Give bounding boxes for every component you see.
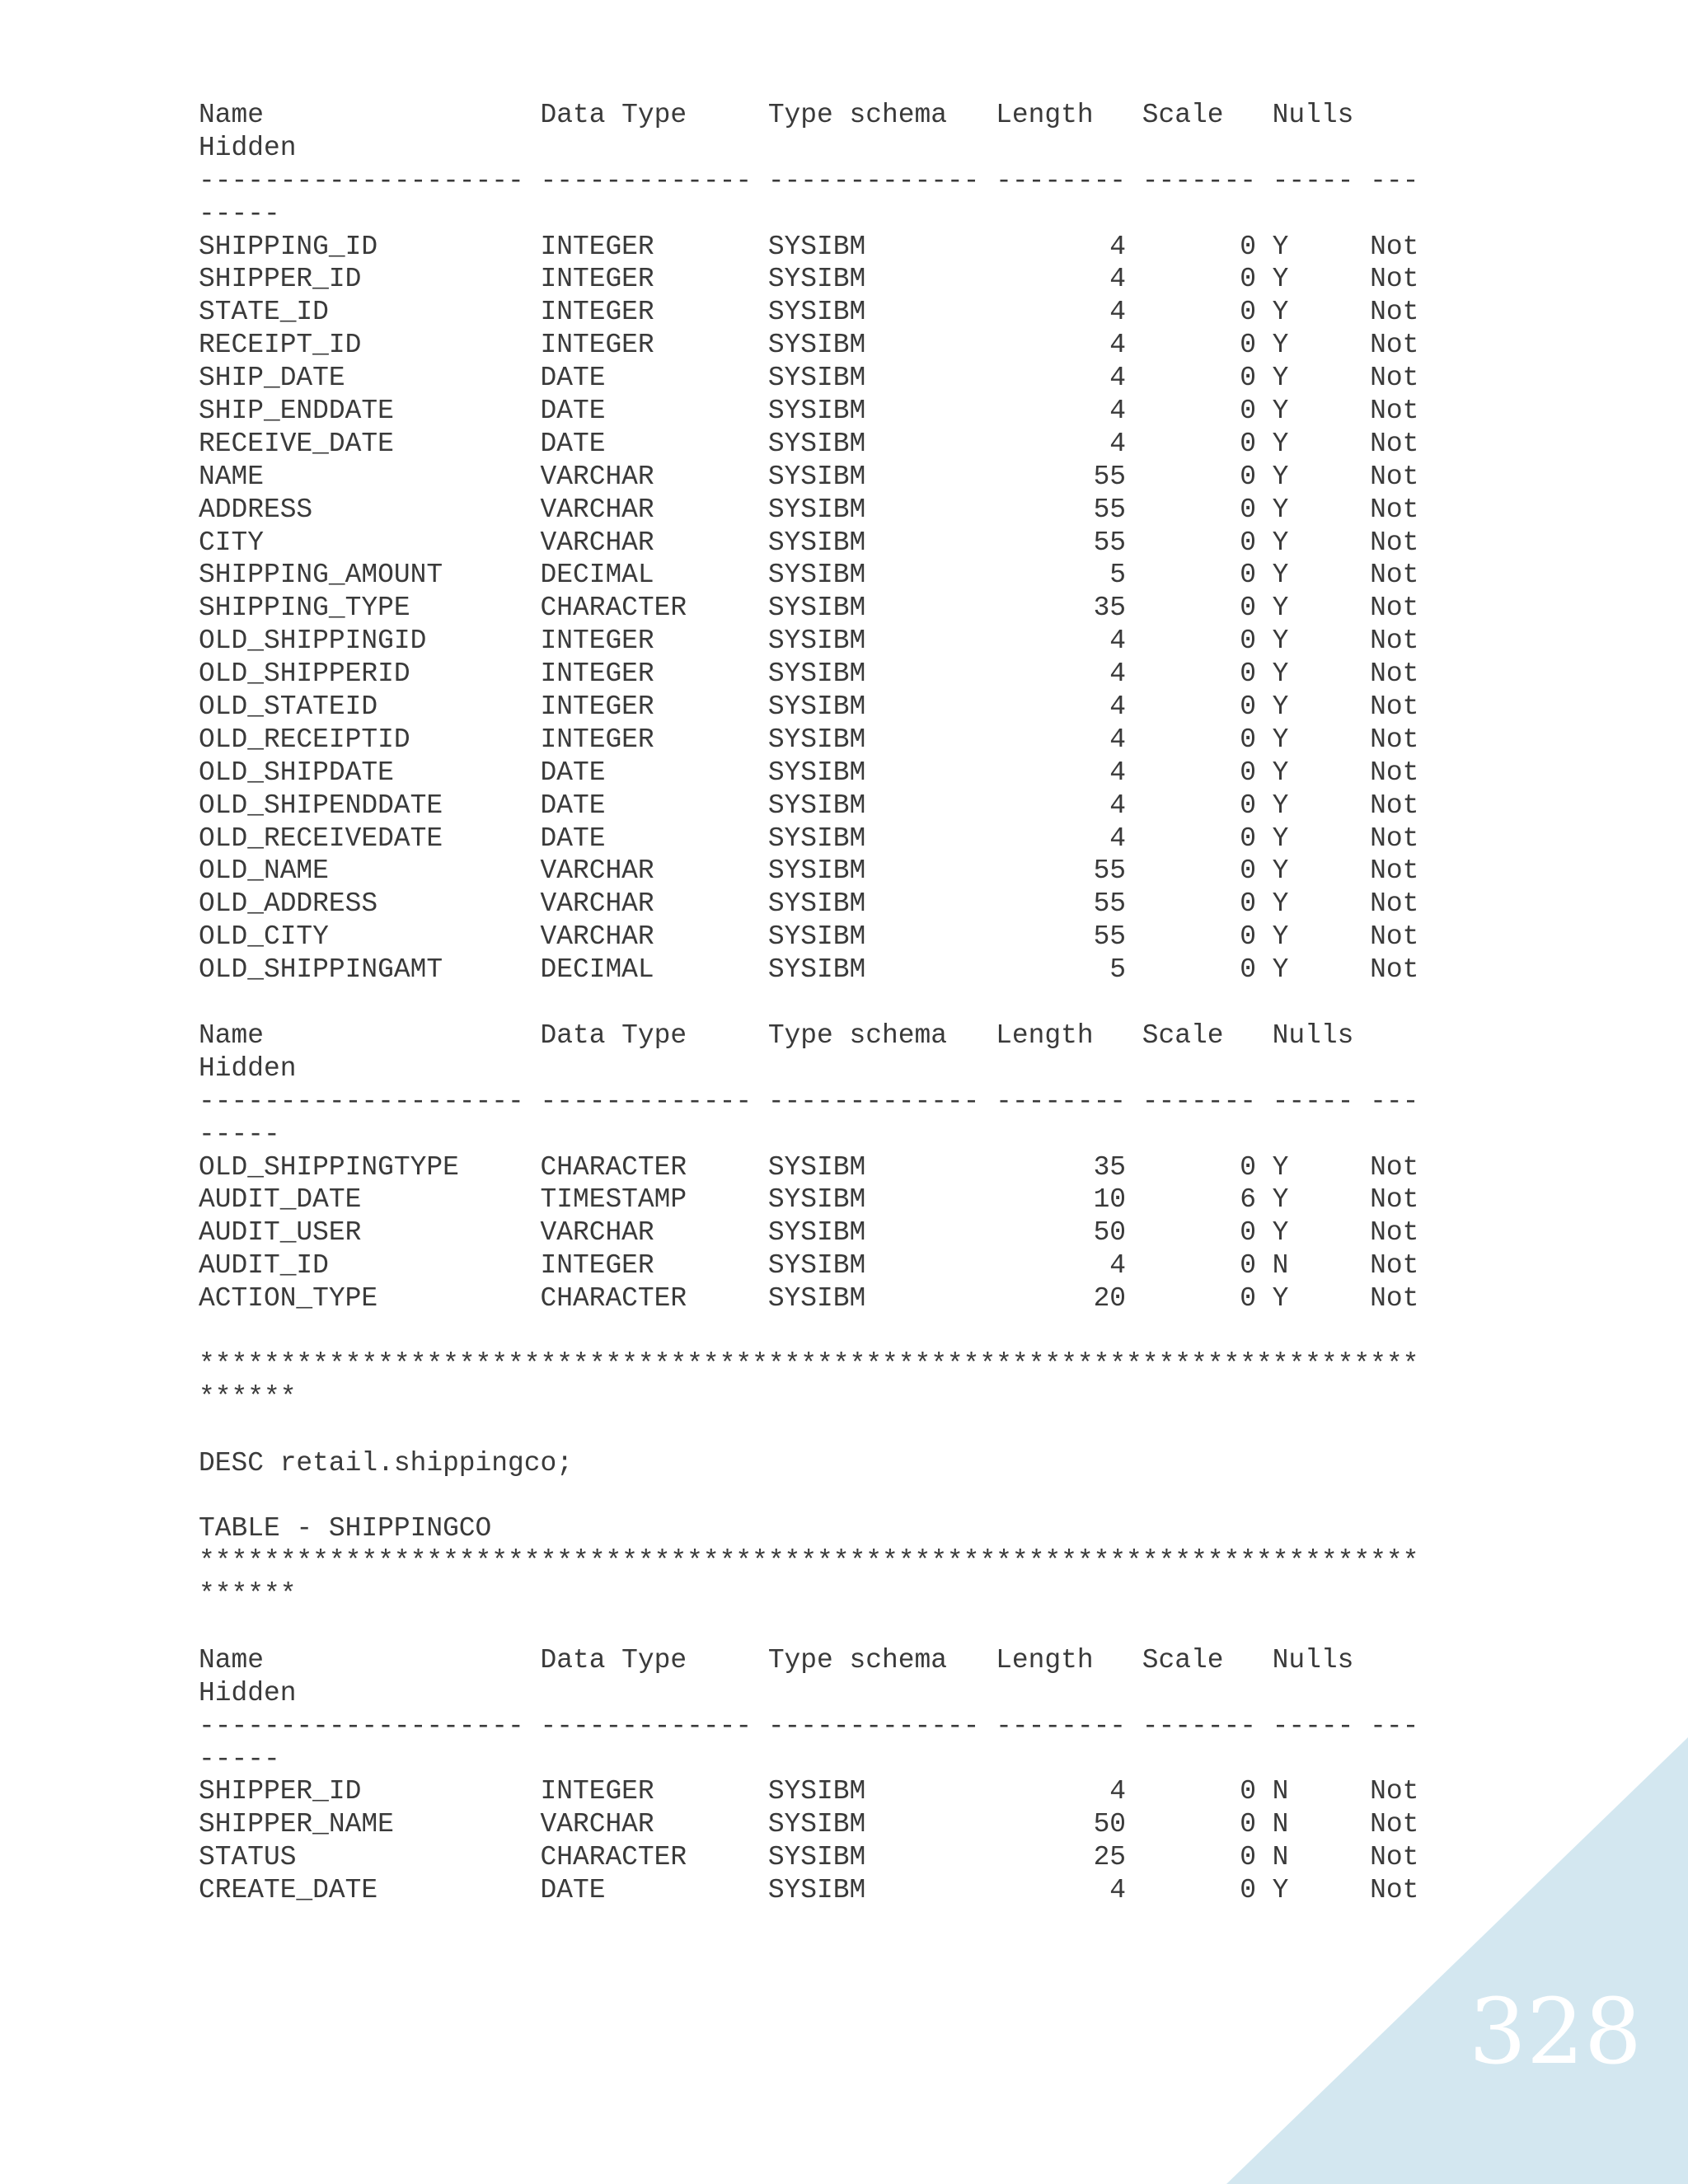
text-line: OLD_SHIPDATE DATE SYSIBM 4 0 Y Not <box>199 757 1419 788</box>
text-line: SHIPPER_NAME VARCHAR SYSIBM 50 0 N Not <box>199 1809 1419 1840</box>
text-line <box>199 1315 1517 1348</box>
text-line: -------------------- ------------- ------------- -------- ------- ----- --- <box>199 1085 1419 1117</box>
text-line: NAME VARCHAR SYSIBM 55 0 Y Not <box>199 461 1419 492</box>
text-line: SHIPPING_ID INTEGER SYSIBM 4 0 Y Not <box>199 231 1419 262</box>
text-line: SHIP_ENDDATE DATE SYSIBM 4 0 Y Not <box>199 396 1419 427</box>
text-line <box>199 987 1517 1019</box>
text-line: Hidden <box>199 132 297 163</box>
text-line: TABLE - SHIPPINGCO <box>199 1513 492 1544</box>
text-line: OLD_NAME VARCHAR SYSIBM 55 0 Y Not <box>199 855 1419 887</box>
text-line: AUDIT_USER VARCHAR SYSIBM 50 0 Y Not <box>199 1217 1419 1249</box>
text-line <box>199 1611 1517 1644</box>
text-line: STATE_ID INTEGER SYSIBM 4 0 Y Not <box>199 297 1419 328</box>
text-line: Hidden <box>199 1052 297 1084</box>
text-line: DESC retail.shippingco; <box>199 1447 573 1479</box>
text-line: -------------------- ------------- ------------- -------- ------- ----- --- <box>199 1710 1419 1741</box>
text-line: Hidden <box>199 1677 297 1708</box>
text-line: SHIP_DATE DATE SYSIBM 4 0 Y Not <box>199 363 1419 394</box>
text-line: OLD_RECEIPTID INTEGER SYSIBM 4 0 Y Not <box>199 724 1419 755</box>
text-line: ----- <box>199 198 280 229</box>
text-line: SHIPPER_ID INTEGER SYSIBM 4 0 N Not <box>199 1776 1419 1807</box>
text-line: ****** <box>199 1381 297 1413</box>
text-line: ACTION_TYPE CHARACTER SYSIBM 20 0 Y Not <box>199 1283 1419 1315</box>
text-line: Name Data Type Type schema Length Scale Nulls <box>199 1019 1354 1051</box>
text-line: -------------------- ------------- ------------- -------- ------- ----- --- <box>199 165 1419 196</box>
page-number: 328 <box>1469 1979 1642 2084</box>
text-line: OLD_SHIPPERID INTEGER SYSIBM 4 0 Y Not <box>199 658 1419 690</box>
text-line: ----- <box>199 1743 280 1774</box>
text-line: OLD_SHIPPINGTYPE CHARACTER SYSIBM 35 0 Y Not <box>199 1151 1419 1183</box>
text-line: *************************************************************************** <box>199 1546 1419 1577</box>
text-line: STATUS CHARACTER SYSIBM 25 0 N Not <box>199 1842 1419 1873</box>
text-line: SHIPPING_AMOUNT DECIMAL SYSIBM 5 0 Y Not <box>199 560 1419 591</box>
text-line: OLD_CITY VARCHAR SYSIBM 55 0 Y Not <box>199 921 1419 953</box>
text-line: OLD_SHIPPINGAMT DECIMAL SYSIBM 5 0 Y Not <box>199 954 1419 986</box>
text-line: AUDIT_ID INTEGER SYSIBM 4 0 N Not <box>199 1250 1419 1282</box>
text-line: ADDRESS VARCHAR SYSIBM 55 0 Y Not <box>199 494 1419 525</box>
text-line: OLD_SHIPENDDATE DATE SYSIBM 4 0 Y Not <box>199 790 1419 821</box>
text-line <box>199 1414 1517 1447</box>
text-line: Name Data Type Type schema Length Scale Nulls <box>199 100 1354 130</box>
text-line: Name Data Type Type schema Length Scale Nulls <box>199 1644 1354 1675</box>
text-line: CREATE_DATE DATE SYSIBM 4 0 Y Not <box>199 1875 1419 1906</box>
text-line: AUDIT_DATE TIMESTAMP SYSIBM 10 6 Y Not <box>199 1184 1419 1216</box>
text-line <box>199 1479 1517 1512</box>
text-line: OLD_STATEID INTEGER SYSIBM 4 0 Y Not <box>199 691 1419 723</box>
document-body <box>199 99 1517 1907</box>
text-line: *************************************************************************** <box>199 1348 1419 1380</box>
text-line: ----- <box>199 1118 280 1150</box>
text-line: RECEIPT_ID INTEGER SYSIBM 4 0 Y Not <box>199 330 1419 361</box>
text-line: OLD_SHIPPINGID INTEGER SYSIBM 4 0 Y Not <box>199 626 1419 657</box>
text-line: OLD_ADDRESS VARCHAR SYSIBM 55 0 Y Not <box>199 888 1419 920</box>
text-line: OLD_RECEIVEDATE DATE SYSIBM 4 0 Y Not <box>199 823 1419 854</box>
text-line: CITY VARCHAR SYSIBM 55 0 Y Not <box>199 527 1419 558</box>
corner-decoration <box>1226 1737 1688 2184</box>
text-line: SHIPPER_ID INTEGER SYSIBM 4 0 Y Not <box>199 264 1419 295</box>
text-line: RECEIVE_DATE DATE SYSIBM 4 0 Y Not <box>199 428 1419 459</box>
text-line: ****** <box>199 1579 297 1610</box>
text-line: SHIPPING_TYPE CHARACTER SYSIBM 35 0 Y Not <box>199 593 1419 624</box>
